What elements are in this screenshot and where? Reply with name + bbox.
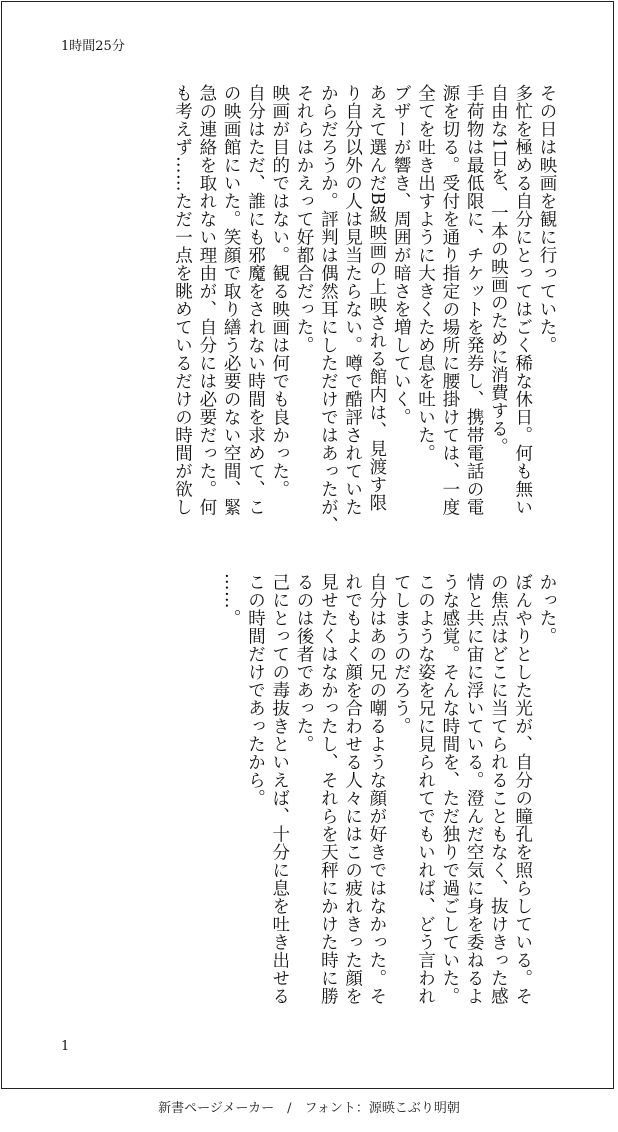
text-column: それらはかえって好都合だった。: [294, 84, 315, 354]
page-number: 1: [61, 1039, 70, 1054]
text-column: も考えず……ただ一点を眺めているだけの時間が欲し: [172, 84, 193, 516]
text-column: 多忙を極める自分にとってはごく稀な休日。何も無い: [512, 84, 533, 516]
reading-time: 1時間25分: [61, 39, 125, 54]
text-column: 見せたくはなかったし、それらを天秤にかけた時に勝: [318, 573, 339, 1005]
text-column: あえて選んだB級映画の上映される館内は、見渡す限: [366, 84, 387, 512]
text-column: てしまうのだろう。: [391, 573, 412, 735]
text-column: からだろうか。評判は偶然耳にしただけではあったが、: [318, 84, 339, 534]
text-column: この時間だけであったから。: [245, 573, 266, 807]
text-column: 自分はあの兄の嘲るような顔が好きではなかった。そ: [366, 573, 387, 1005]
text-column: ブザーが響き、周囲が暗さを増していく。: [391, 84, 412, 426]
footer-credit: 新書ページメーカー / フォント：源暎こぶり明朝: [158, 1101, 460, 1116]
text-column: 手荷物は最低限に、チケットを発券し、携帯電話の電: [464, 84, 485, 516]
lower-text-block: [219, 573, 559, 1005]
text-column: 全てを吐き出すように大きくため息を吐いた。: [415, 84, 436, 462]
text-column: り自分以外の人は見当たらない。噂で酷評されていた: [342, 84, 363, 516]
text-column: かった。: [537, 573, 557, 645]
text-column: 源を切る。受付を通り指定の場所に腰掛けては、一度: [439, 84, 460, 516]
text-column: の映画館にいた。笑顔で取り繕う必要のない空間、緊: [221, 84, 242, 516]
text-column: 己にとっての毒抜きといえば、十分に息を吐き出せる: [269, 573, 290, 1005]
text-column: 自分はただ、誰にも邪魔をされない時間を求めて、こ: [245, 84, 266, 516]
text-column: ……。: [221, 573, 242, 627]
text-column: このような姿を兄に見られてでもいれば、どう言われ: [415, 573, 436, 1005]
book-page: [1, 1, 614, 1089]
text-column: の焦点はどこに当てられることもなく、抜けきった感: [488, 573, 509, 1005]
text-column: うな感覚。そんな時間を、ただ独りで過ごしていた。: [439, 573, 460, 1005]
text-column: 急の連絡を取れない理由が、自分には必要だった。何: [196, 84, 217, 516]
text-column: 情と共に宙に浮いている。澄んだ空気に身を委ねるよ: [464, 573, 485, 1005]
text-column: ぼんやりとした光が、自分の瞳孔を照らしている。そ: [512, 573, 533, 1005]
text-column: れでもよく顔を合わせる人々にはこの疲れきった顔を: [342, 573, 363, 1005]
text-column: 映画が目的ではない。観る映画は何でも良かった。: [269, 84, 290, 498]
upper-text-block: [170, 84, 559, 534]
text-column: るのは後者であった。: [294, 573, 315, 753]
text-column: その日は映画を観に行っていた。: [537, 84, 557, 354]
text-column: 自由な1日を、一本の映画のために消費する。: [488, 84, 509, 456]
